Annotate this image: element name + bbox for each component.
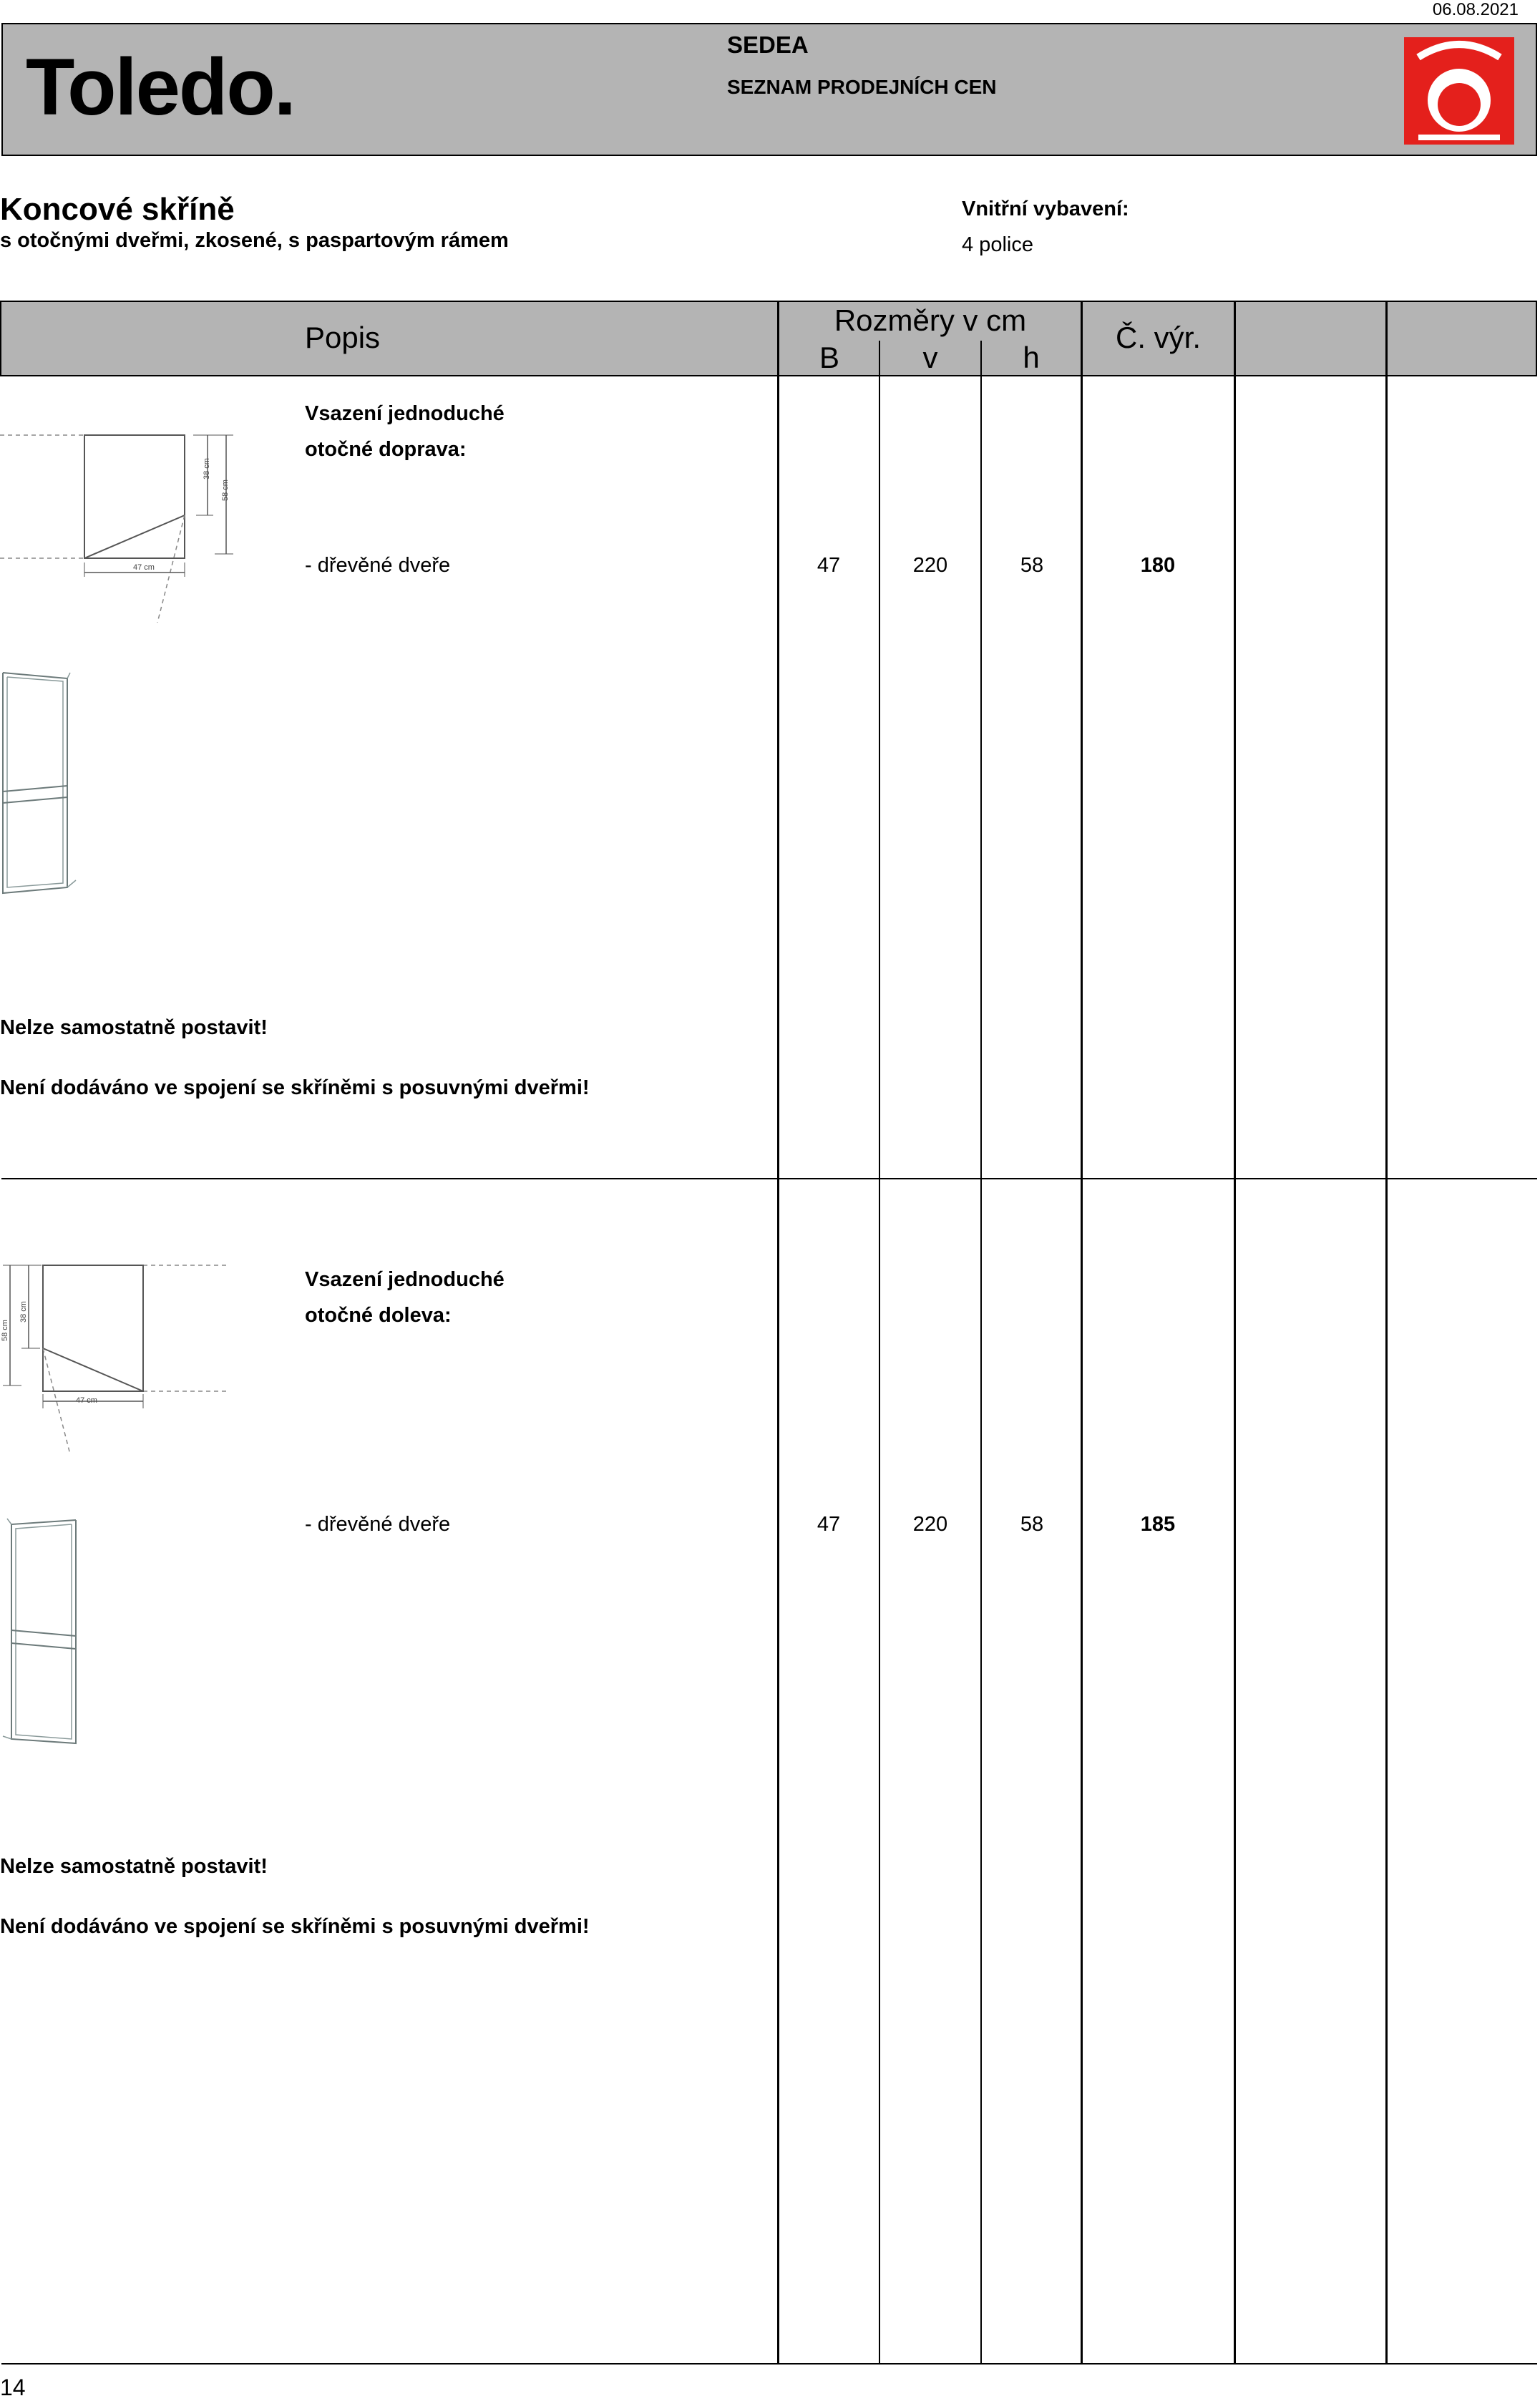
page-number: 14 [0,2375,26,2400]
row2-heading-line1: Vsazení jednoduché [305,1268,505,1291]
table-header [1,302,1537,376]
table-top-border [1,301,1537,302]
floorplan-right-drawing [0,422,243,630]
dim-label-depth2: 58 cm [221,479,230,501]
company-name: SEDEA [727,31,809,58]
equipment-value: 4 police [962,233,1033,256]
row2-note2: Není dodáváno ve spojení se skříněmi s posuvnými dveřmi! [0,1915,590,1938]
cabinet-elevation-left-drawing [0,1510,86,1753]
row1-v: 220 [912,554,948,577]
row1-b: 47 [817,554,841,577]
dim-label-width: 47 cm [133,563,155,572]
dim-label-depth2: 58 cm [1,1320,9,1341]
table-header-bottom-border [1,375,1537,376]
col-divider-description [777,301,779,2365]
dim-label-depth1: 38 cm [203,458,211,479]
header-b: B [819,341,839,374]
row1-article-number: 180 [1140,554,1176,577]
section-title: Koncové skříně [0,192,235,227]
header-dimensions: Rozměry v cm [834,303,1027,337]
dim-label-depth1: 38 cm [19,1301,28,1323]
header-v: v [922,341,938,374]
row1-variant: - dřevěné dveře [305,554,451,577]
header-article-number: Č. výr. [1115,321,1201,354]
company-logo-icon [1404,37,1514,145]
table-bottom-border [1,2363,1537,2365]
dim-label-width: 47 cm [76,1396,97,1405]
document-title: SEZNAM PRODEJNÍCH CEN [727,76,997,98]
col-divider-dimensions [1081,301,1083,2365]
row2-v: 220 [912,1513,948,1536]
col-divider-v [980,341,982,2365]
row2-variant: - dřevěné dveře [305,1513,451,1536]
cabinet-elevation-right-drawing [0,666,86,902]
row1-heading-line1: Vsazení jednoduché [305,402,505,425]
row1-note1: Nelze samostatně postavit! [0,1016,268,1039]
section-subtitle: s otočnými dveřmi, zkosené, s paspartovým rámem [0,229,509,252]
row1-h: 58 [1020,554,1044,577]
floorplan-left-drawing [0,1258,236,1473]
row2-article-number: 185 [1140,1513,1176,1536]
row1-heading-line2: otočné doprava: [305,438,467,461]
col-divider-article [1234,301,1236,2365]
col-divider-b [879,341,880,2365]
header-description: Popis [305,321,381,354]
table-left-border [0,301,1,376]
table-right-border [1536,301,1537,376]
equipment-label: Vnitřní vybavení: [962,198,1129,220]
row2-h: 58 [1020,1513,1044,1536]
row2-b: 47 [817,1513,841,1536]
row2-note1: Nelze samostatně postavit! [0,1855,268,1878]
row1-note2: Není dodáváno ve spojení se skříněmi s posuvnými dveřmi! [0,1076,590,1099]
row2-heading-line2: otočné doleva: [305,1304,452,1327]
col-divider-extra [1385,301,1388,2365]
document-date: 06.08.2021 [1432,0,1519,19]
brand-title: Toledo. [26,42,295,132]
row-separator [1,1178,1537,1179]
header-h: h [1023,341,1040,374]
